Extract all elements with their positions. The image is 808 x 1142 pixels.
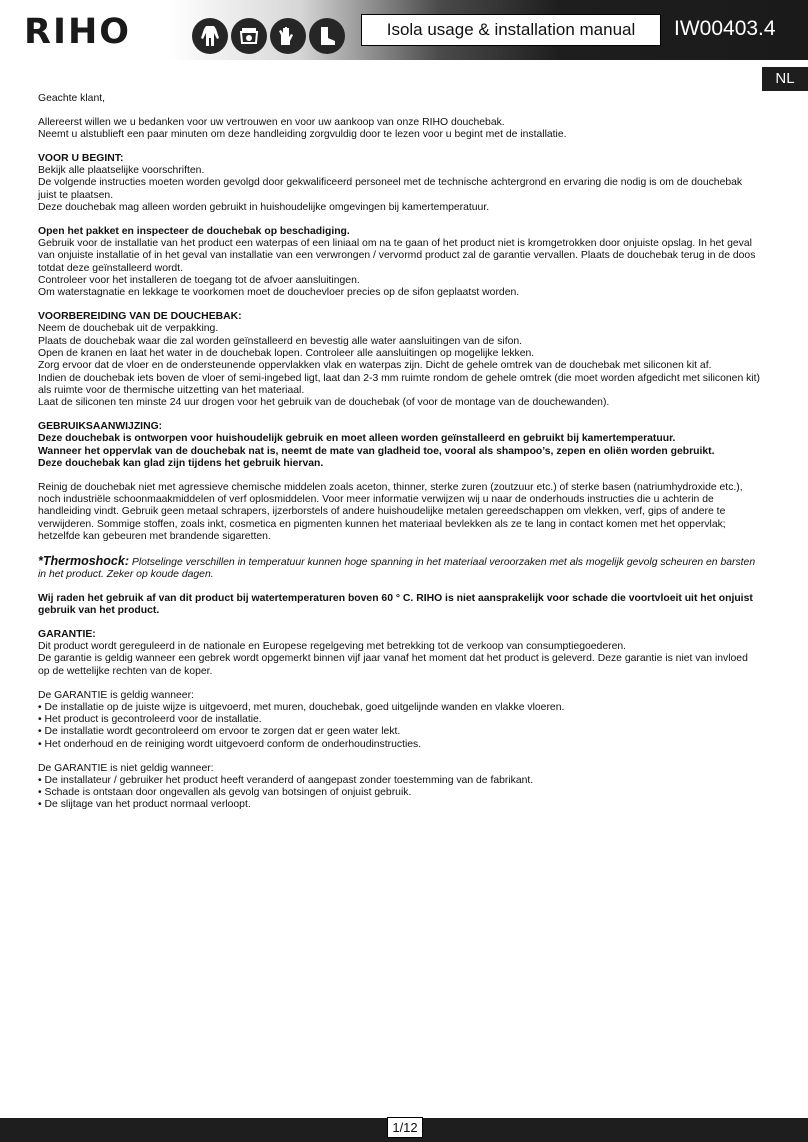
warranty-invalid-list <box>38 763 762 812</box>
list-item: • Schade is ontstaan door ongevallen als gevolg van botsingen of onjuist gebruik. <box>38 787 412 799</box>
list-item: • Het product is gecontroleerd voor de installatie. <box>38 714 262 726</box>
paragraph-line: Gebruik voor de installatie van het product een waterpas of een liniaal om na te gaan of het product niet is kromgetrokken door onjuiste opslag. In het geval van onjuiste installatie of in het geval van installatie van een verwrongen / vervormd product zal de garantie vervallen. Plaats de douchebak terug in de doos totdat deze geïnstalleerd wordt. <box>38 238 756 274</box>
list-title: De GARANTIE is geldig wanneer: <box>38 689 194 701</box>
section-before-start <box>38 153 762 214</box>
section-warranty <box>38 629 762 678</box>
section-heading: Open het pakket en inspecteer de douchebak op beschadiging. <box>38 225 350 237</box>
list-title: De GARANTIE is niet geldig wanneer: <box>38 762 214 774</box>
section-usage <box>38 421 762 470</box>
section-heading: GARANTIE: <box>38 628 96 640</box>
page-number: 1/12 <box>387 1117 423 1138</box>
paragraph-line: Bekijk alle plaatselijke voorschriften. <box>38 165 205 177</box>
thermoshock-label: *Thermoshock: <box>38 553 129 568</box>
temperature-advice: Wij raden het gebruik af van dit product bij watertemperaturen boven 60 ° C. RIHO is niet aansprakelijk voor schade die voortvloeit uit het onjuist gebruik van het product. <box>38 592 753 617</box>
gloves-icon <box>270 18 306 54</box>
intro <box>38 117 762 142</box>
paragraph-line: Dit product wordt gereguleerd in de nationale en Europese regelgeving met betrekking tot de verkoop van consumptiegoederen. <box>38 641 627 653</box>
intro-line: Neemt u alstublieft een paar minuten om deze handleiding zorgvuldig door te lezen voor u begint met de installatie. <box>38 129 567 141</box>
safety-icons <box>192 18 345 54</box>
paragraph-line: Controleer voor het installeren de toegang tot de afvoer aansluitingen. <box>38 275 360 287</box>
section-preparation <box>38 311 762 409</box>
paragraph-line: Neem de douchebak uit de verpakking. <box>38 323 219 335</box>
intro-line: Allereerst willen we u bedanken voor uw vertrouwen en voor uw aankoop van onze RIHO douchebak. <box>38 116 505 128</box>
paragraph-line: Om waterstagnatie en lekkage te voorkomen moet de douchevloer precies op de sifon geplaatst worden. <box>38 287 520 299</box>
warranty-valid-list <box>38 690 762 751</box>
greeting: Geachte klant, <box>38 93 106 104</box>
paragraph-line: Deze douchebak is ontworpen voor huishoudelijk gebruik en moet alleen worden geïnstalleerd en gebruikt bij kamertemperatuur. <box>38 433 676 445</box>
manual-body <box>38 93 762 823</box>
document-number: IW00403.4 <box>674 17 776 40</box>
riho-logo: RIHO <box>24 12 132 52</box>
paragraph-line: Deze douchebak kan glad zijn tijdens het gebruik hiervan. <box>38 457 324 469</box>
manual-title: Isola usage & installation manual <box>361 14 661 46</box>
paragraph-line: Plaats de douchebak waar die zal worden geïnstalleerd en bevestig alle water aansluitingen van de sifon. <box>38 335 523 347</box>
paragraph-line: Deze douchebak mag alleen worden gebruikt in huishoudelijke omgevingen bij kamertemperatuur. <box>38 202 490 214</box>
section-heading: VOORBEREIDING VAN DE DOUCHEBAK: <box>38 311 242 323</box>
paragraph-line: Indien de douchebak iets boven de vloer of semi-ingebed ligt, laat dan 2-3 mm ruimte rondom de gehele omtrek (die moet worden afgedicht met siliconen kit) als ruimte voor de thermische uitzetting van het materiaal. <box>38 372 760 396</box>
list-item: • De slijtage van het product normaal verloopt. <box>38 799 251 811</box>
paragraph-line: De volgende instructies moeten worden gevolgd door gekwalificeerd personeel met de technische achtergrond en ervaring die nodig is om de douchebak juist te plaatsen. <box>38 177 743 201</box>
protective-suit-icon <box>192 18 228 54</box>
cleaning-paragraph: Reinig de douchebak niet met agressieve chemische middelen zoals aceton, thinner, sterke zuren (zoutzuur etc.) of sterke basen (natriumhydroxide etc.), noch industriële schoonmaakmiddelen of verf oplosmiddelen. Voor meer informatie verwijzen wij u naar de onderhouds instructies die u achterin de handleiding vindt. Gebruik geen metaal schrapers, ijzerborstels of andere huishoudelijke metalen gereedschappen om vlekken, verf, gips of andere te verwijderen. Sommige stoffen, zoals inkt, cosmetica en pigmenten kunnen het materiaal bevlekken als ze te lang in contact komen met het oppervlak; hetzelfde kan gebeuren met brandende sigaretten. <box>38 481 743 542</box>
thermoshock-paragraph <box>38 555 762 582</box>
section-heading: VOOR U BEGINT: <box>38 152 124 164</box>
paragraph-line: Laat de siliconen ten minste 24 uur drogen voor het gebruik van de douchebak (of voor de montage van de douchewanden). <box>38 397 610 409</box>
paragraph-line: Open de kranen en laat het water in de douchebak lopen. Controleer alle aansluitingen op mogelijke lekken. <box>38 348 535 360</box>
list-item: • De installateur / gebruiker het product heeft veranderd of aangepast zonder toestemming van de fabrikant. <box>38 774 534 786</box>
language-tab: NL <box>762 67 808 91</box>
list-item: • De installatie op de juiste wijze is uitgevoerd, met muren, douchebak, goed uitgelijnde wanden en vlakke vloeren. <box>38 701 565 713</box>
safety-boots-icon <box>309 18 345 54</box>
thermoshock-text: Plotselinge verschillen in temperatuur kunnen hoge spanning in het materiaal veroorzaken met als mogelijk gevolg scheuren en barsten in het product. Zeker op koude dagen. <box>38 556 756 580</box>
paragraph-line: De garantie is geldig wanneer een gebrek wordt opgemerkt binnen vijf jaar vanaf het moment dat het product is geleverd. Deze garantie is niet van invloed op de wettelijke rechten van de koper. <box>38 653 748 677</box>
section-heading: GEBRUIKSAANWIJZING: <box>38 421 163 433</box>
face-shield-icon <box>231 18 267 54</box>
section-inspect <box>38 226 762 300</box>
list-item: • Het onderhoud en de reiniging wordt uitgevoerd conform de onderhoudinstructies. <box>38 738 422 750</box>
list-item: • De installatie wordt gecontroleerd om ervoor te zorgen dat er geen water lekt. <box>38 726 401 738</box>
page-header <box>0 0 808 60</box>
paragraph-line: Zorg ervoor dat de vloer en de ondersteunende oppervlakken vlak en waterpas zijn. Dicht de gehele omtrek van de douchebak met siliconen kit af. <box>38 360 712 372</box>
paragraph-line: Wanneer het oppervlak van de douchebak nat is, neemt de mate van gladheid toe, vooral als shampoo’s, zepen en oliën worden gebruikt. <box>38 445 715 457</box>
